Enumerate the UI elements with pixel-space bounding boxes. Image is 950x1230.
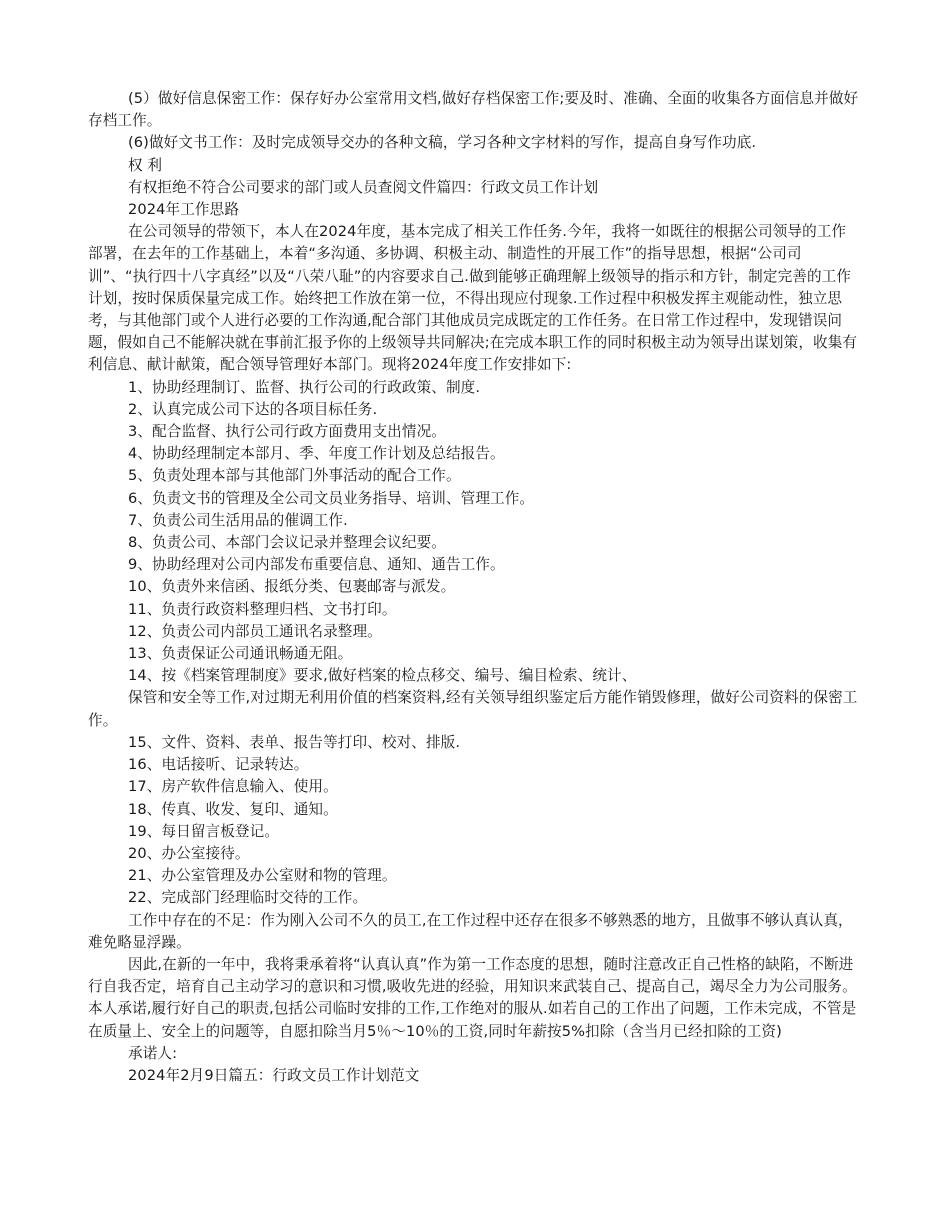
list-item-8: 8、负责公司、本部门会议记录并整理会议纪要。 [128,534,446,552]
list-item-18: 18、传真、收发、复印、通知。 [128,800,338,818]
list-item-1: 1、协助经理制订、监督、执行公司的行政政策、制度. [128,378,481,396]
list-item-7: 7、负责公司生活用品的催调工作. [128,511,348,529]
signature-label: 承诺人: [128,1044,178,1062]
section-heading-rights: 权 利 [128,156,163,174]
date-and-next-section: 2024年2月9日篇五：行政文员工作计划范文 [128,1066,420,1084]
list-item-5: 5、负责处理本部与其他部门外事活动的配合工作。 [128,467,461,485]
list-item-16: 16、电话接听、记录转达。 [128,756,309,774]
paragraph-introduction: 在公司领导的带领下，本人在2024年度，基本完成了相关工作任务.今年，我将一如既往的根据公司领导的工作部署，在去年的工作基础上，本着“多沟通、多协调、积极主动、制造性的开展工作”的指导思想，根据“公司司训”、“执行四十八字真经”以及“八荣八耻”的内容要求自己.做到能够正确理解上级领导的指示和方针，制定完善的工作计划，按时保质保量完成工作。始终把工作放在第一位，不得出现应付现象.工作过程中积极发挥主观能动性，独立思考，与其他部门或个人进行必要的工作沟通,配合部门其他成员完成既定的工作任务。在日常工作过程中，发现错误问题，假如自己不能解决就在事前汇报予你的上级领导共同解决;在完成本职工作的同时积极主动为领导出谋划策，收集有利信息、献计献策，配合领导管理好本部门。现将2024年度工作安排如下: [88,223,858,374]
paragraph-commitment: 因此,在新的一年中，我将秉承着将“认真认真”作为第一工作态度的思想，随时注意改正自己性格的缺陷，不断进行自我否定，培育自己主动学习的意识和习惯,吸收先进的经验，用知识来武装自己、提高自己，竭尽全力为公司服务。 本人承诺,履行好自己的职责,包括公司临时安排的工作,工作绝对的服从.如若自己的工作出了问题，工作未完成，不管是在质量上、安全上的问题等，自愿扣除当月5％～10％的工资,同时年薪按5%扣除（含当月已经扣除的工资) [88,955,857,1040]
list-item-6: 6、负责文书的管理及全公司文员业务指导、培训、管理工作。 [128,489,535,507]
list-item-14: 14、按《档案管理制度》要求,做好档案的检点移交、编号、编目检索、统计、 [128,667,637,685]
list-item-12: 12、负责公司内部员工通讯名录整理。 [128,622,382,640]
list-item-10: 10、负责外来信函、报纸分类、包裹邮寄与派发。 [128,578,456,596]
list-item-9: 9、协助经理对公司内部发布重要信息、通知、通告工作。 [128,556,505,574]
list-item-3: 3、配合监督、执行公司行政方面费用支出情况。 [128,423,446,441]
list-item-20: 20、办公室接待。 [128,844,250,862]
paragraph-rights-statement: 有权拒绝不符合公司要求的部门或人员查阅文件篇四：行政文员工作计划 [128,178,599,196]
paragraph-clerical-work: (6)做好文书工作：及时完成领导交办的各种文稿，学习各种文字材料的写作，提高自身写作功底. [128,134,757,152]
paragraph-shortcomings: 工作中存在的不足：作为刚入公司不久的员工,在工作过程中还存在很多不够熟悉的地方，且做事不够认真认真，难免略显浮躁。 [88,911,853,951]
paragraph-info-security: (5）做好信息保密工作：保存好办公室常用文档,做好存档保密工作;要及时、准确、全面的收集各方面信息并做好存档工作。 [88,90,859,130]
list-item-2: 2、认真完成公司下达的各项目标任务. [128,400,378,418]
list-item-22: 22、完成部门经理临时交待的工作。 [128,889,368,907]
document-body [88,88,860,1087]
list-item-4: 4、协助经理制定本部月、季、年度工作计划及总结报告。 [128,445,505,463]
list-item-19: 19、每日留言板登记。 [128,822,280,840]
list-item-11: 11、负责行政资料整理归档、文书打印。 [128,600,397,618]
list-item-21: 21、办公室管理及办公室财和物的管理。 [128,867,397,885]
section-heading-work-plan: 2024年工作思路 [128,201,240,219]
list-item-14-continued: 保管和安全等工作,对过期无利用价值的档案资料,经有关领导组织鉴定后方能作销毁修理，做好公司资料的保密工作。 [88,689,858,729]
list-item-15: 15、文件、资料、表单、报告等打印、校对、排版. [128,733,461,751]
list-item-17: 17、房产软件信息输入、使用。 [128,778,338,796]
list-item-13: 13、负责保证公司通讯畅通无阻。 [128,645,353,663]
